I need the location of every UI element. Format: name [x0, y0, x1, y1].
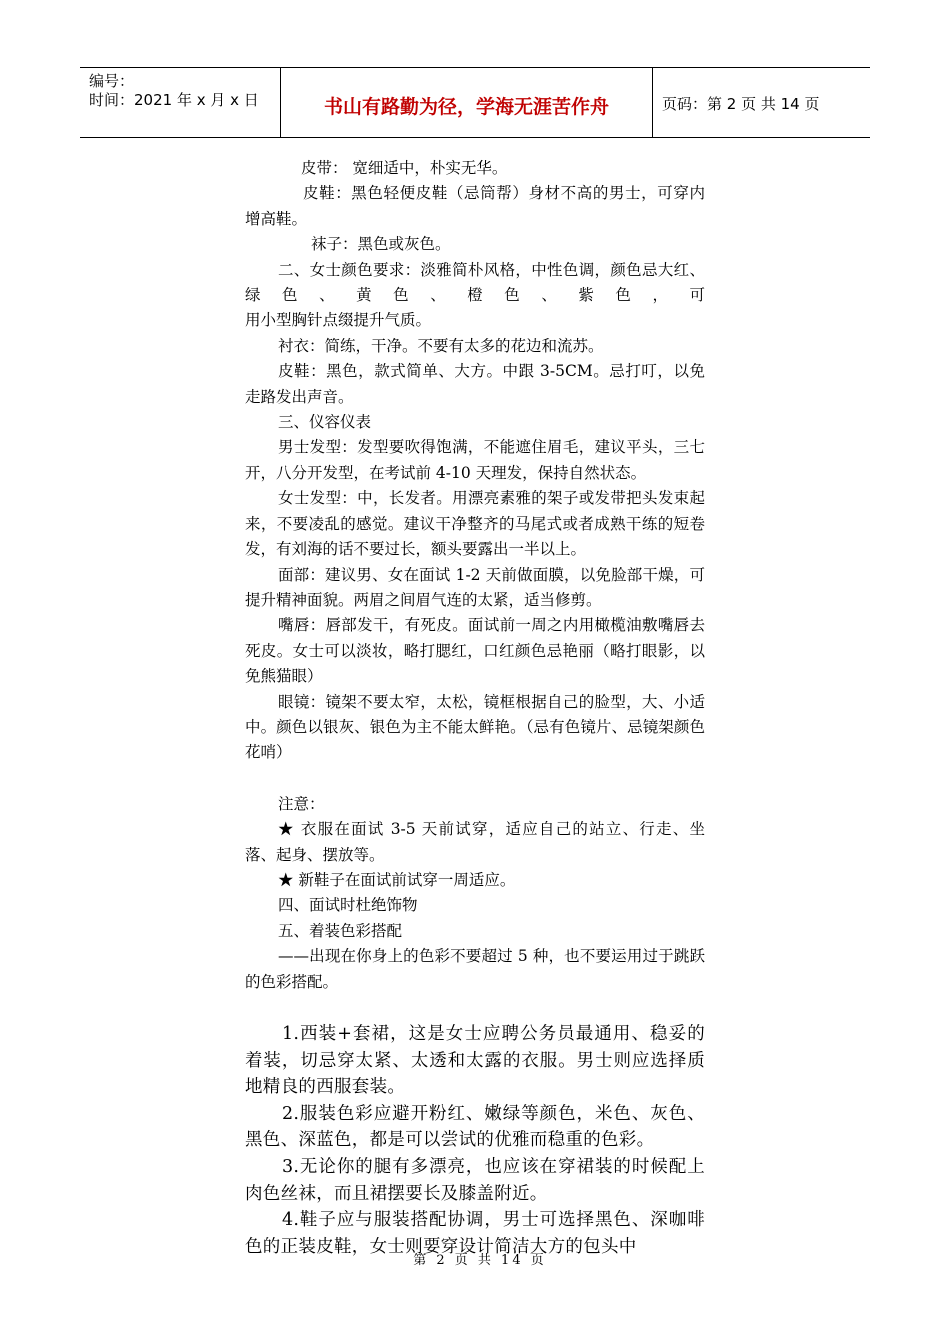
- list-item-shoes: 4.鞋子应与服装搭配协调，男士可选择黑色、深咖啡色的正装皮鞋，女士则要穿设计简洁大方的包头中: [245, 1210, 705, 1257]
- note-item-shoes: ★ 新鞋子在面试前试穿一周适应。: [278, 870, 516, 889]
- paragraph-socks: 袜子：黑色或灰色。: [311, 235, 451, 254]
- paragraph-belt: 皮带： 宽细适中，朴实无华。: [301, 159, 508, 177]
- paragraph-female-colors: 二、女士颜色要求：淡雅简朴风格，中性色调，颜色忌大红、绿色、黄色、橙色、紫色，可: [245, 260, 705, 305]
- page-footer: 第 2 页 共 14 页: [413, 1253, 547, 1268]
- header-motto: 书山有路勤为径，学海无涯苦作舟: [281, 68, 653, 137]
- list-item-suit: 1.西装+套裙，这是女士应聘公务员最通用、稳妥的着装，切忌穿太紧、太透和太露的衣服。男士则应选择质地精良的西服套装。: [245, 1024, 705, 1098]
- paragraph-male-shoes: 皮鞋：黑色轻便皮鞋（忌筒帮）身材不高的男士，可穿内增高鞋。: [245, 184, 705, 228]
- note-item-clothes: ★ 衣服在面试 3-5 天前试穿，适应自己的站立、行走、坐落、起身、摆放等。: [245, 820, 705, 864]
- header-page-info: 页码：第 2 页 共 14 页: [662, 95, 820, 113]
- paragraph-face: 面部：建议男、女在面试 1-2 天前做面膜，以免脸部干燥，可提升精神面貌。两眉之间眉气连的太紧，适当修剪。: [245, 565, 705, 609]
- section-heading-appearance: 三、仪容仪表: [278, 413, 372, 432]
- section-heading-color-matching: 五、着装色彩搭配: [278, 921, 403, 940]
- spacer: [245, 995, 705, 1021]
- paragraph-glasses: 眼镜：镜架不要太窄，太松，镜框根据自己的脸型，大、小适中。颜色以银灰、银色为主不能太鲜艳。（忌有色镜片、忌镜架颜色花哨）: [245, 692, 705, 762]
- paragraph-female-shoes: 皮鞋：黑色，款式简单、大方。中跟 3-5CM。忌打叮，以免走路发出声音。: [245, 362, 705, 406]
- list-item-stockings: 3.无论你的腿有多漂亮，也应该在穿裙装的时候配上肉色丝袜，而且裙摆要长及膝盖附近。: [245, 1156, 705, 1204]
- spacer: [245, 766, 705, 792]
- header-meta-cell: [80, 68, 281, 137]
- page-header: [80, 67, 870, 138]
- section-heading-accessories: 四、面试时杜绝饰物: [278, 896, 418, 915]
- paragraph-color-limit: ——出现在你身上的色彩不要超过 5 种，也不要运用过于跳跃的色彩搭配。: [245, 947, 705, 991]
- paragraph-shirt: 衬衣：简练，干净。不要有太多的花边和流苏。: [278, 336, 604, 355]
- note-heading: 注意：: [278, 794, 325, 813]
- document-body: [245, 156, 705, 1260]
- paragraph-female-colors-cont: 用小型胸针点缀提升气质。: [245, 311, 432, 330]
- list-item-colors: 2.服装色彩应避开粉红、嫩绿等颜色，米色、灰色、黑色、深蓝色，都是可以尝试的优雅而稳重的色彩。: [245, 1103, 705, 1151]
- document-number-label: 编号：: [89, 72, 135, 90]
- paragraph-male-hair: 男士发型：发型要吹得饱满，不能遮住眉毛，建议平头，三七开，八分开发型，在考试前 4-10 天理发，保持自然状态。: [245, 438, 705, 482]
- paragraph-female-hair: 女士发型：中，长发者。用漂亮素雅的架子或发带把头发束起来，不要凌乱的感觉。建议干净整齐的马尾式或者成熟干练的短卷发，有刘海的话不要过长，额头要露出一半以上。: [245, 489, 705, 559]
- paragraph-lips: 嘴唇：唇部发干，有死皮。面试前一周之内用橄榄油敷嘴唇去死皮。女士可以淡妆，略打腮红，口红颜色忌艳丽（略打眼影，以免熊猫眼）: [245, 616, 705, 686]
- document-date: 时间：2021 年 x 月 x 日: [89, 91, 259, 109]
